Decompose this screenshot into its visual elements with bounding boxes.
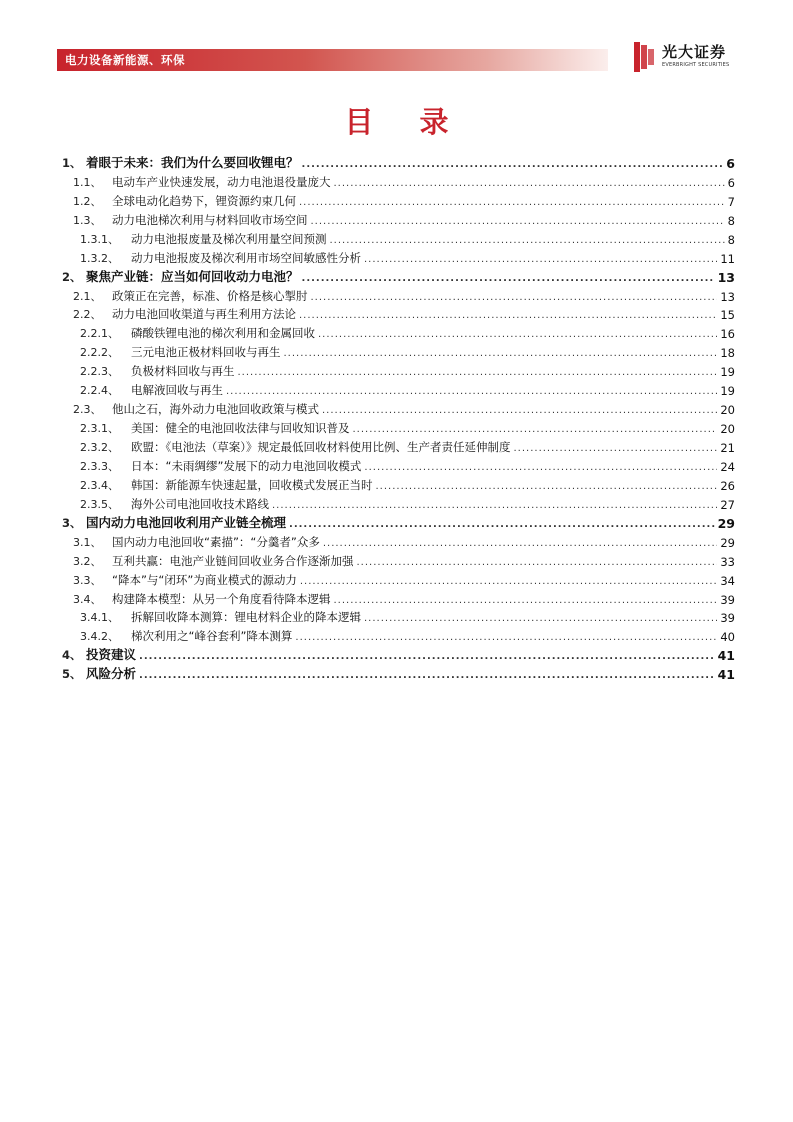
toc-entry-page: 16 [720, 327, 735, 342]
toc-entry-label: 动力电池梯次利用与材料回收市场空间 [112, 212, 308, 227]
toc-leader-dots [311, 292, 718, 304]
toc-entry-page: 6 [726, 155, 735, 171]
toc-entry-label: 国内动力电池回收利用产业链全梳理 [86, 514, 287, 530]
toc-leader-dots [284, 348, 718, 360]
toc-entry-number: 3.4.1、 [80, 611, 119, 625]
toc-entry-page: 7 [727, 194, 735, 209]
toc-entry-label: 动力电池报废量及梯次利用量空间预测 [131, 231, 327, 246]
toc-entry-number: 3.2、 [73, 554, 102, 568]
brand-name: 光大证券 [662, 43, 727, 61]
toc-entry[interactable] [62, 569, 735, 588]
toc-entry-number: 1.2、 [73, 194, 102, 208]
toc-entry-number: 1、 [62, 155, 82, 170]
toc-leader-dots [330, 235, 725, 247]
toc-entry-number: 1.3.1、 [80, 232, 119, 246]
table-of-contents [62, 152, 735, 682]
toc-entry-label: 电解液回收与再生 [131, 383, 223, 398]
toc-entry-number: 3.4、 [73, 592, 102, 606]
toc-leader-dots [514, 443, 718, 455]
toc-entry[interactable] [62, 304, 735, 323]
toc-entry-number: 3.4.2、 [80, 630, 119, 644]
brand-name-en: EVERBRIGHT SECURITIES [662, 62, 730, 68]
toc-entry-page: 40 [720, 630, 735, 645]
toc-entry-number: 4、 [62, 648, 82, 663]
toc-entry-label: 互利共赢：电池产业链间回收业务合作逐渐加强 [112, 553, 354, 568]
toc-entry-page: 20 [720, 403, 735, 418]
brand-logo [634, 40, 744, 74]
toc-entry-label: “降本”与“闭环”为商业模式的源动力 [112, 572, 297, 587]
toc-leader-dots [226, 386, 717, 398]
toc-entry-page: 26 [720, 478, 735, 493]
toc-entry-page: 20 [720, 422, 735, 437]
toc-entry-label: 国内动力电池回收“素描”：“分羹者”众多 [112, 534, 320, 549]
toc-entry-label: 风险分析 [86, 666, 137, 682]
toc-leader-dots [311, 216, 725, 228]
toc-leader-dots [318, 329, 717, 341]
toc-entry-number: 5、 [62, 667, 82, 682]
toc-entry-page: 29 [720, 535, 735, 550]
toc-entry-label: 他山之石，海外动力电池回收政策与模式 [112, 402, 319, 417]
toc-entry-page: 18 [720, 346, 735, 361]
toc-entry-number: 2.3.5、 [80, 497, 119, 511]
toc-entry[interactable] [62, 455, 735, 474]
toc-entry-number: 2.3.1、 [80, 422, 119, 436]
toc-entry[interactable] [62, 663, 735, 682]
toc-leader-dots [334, 178, 725, 190]
toc-entry-page: 39 [720, 611, 735, 626]
toc-entry[interactable] [62, 285, 735, 304]
toc-leader-dots [364, 462, 717, 474]
toc-title: 目 录 [344, 105, 467, 139]
toc-leader-dots [364, 613, 717, 625]
toc-entry-number: 2.2.3、 [80, 365, 119, 379]
toc-entry[interactable] [62, 644, 735, 663]
toc-entry-page: 8 [727, 232, 735, 247]
toc-entry-page: 19 [720, 384, 735, 399]
toc-leader-dots [353, 424, 718, 436]
toc-leader-dots [322, 405, 717, 417]
toc-entry[interactable] [62, 341, 735, 360]
toc-entry-number: 2.3.4、 [80, 478, 119, 492]
toc-entry-number: 2.2.1、 [80, 327, 119, 341]
toc-entry[interactable] [62, 512, 735, 531]
toc-entry[interactable] [62, 247, 735, 266]
toc-entry-label: 三元电池正极材料回收与再生 [131, 345, 281, 360]
toc-leader-dots [334, 595, 718, 607]
toc-entry-number: 1.1、 [73, 175, 102, 189]
toc-leader-dots [139, 670, 715, 682]
toc-leader-dots [272, 500, 717, 512]
toc-entry-label: 动力电池回收渠道与再生利用方法论 [112, 307, 296, 322]
toc-entry-page: 41 [717, 667, 735, 683]
toc-leader-dots [376, 481, 718, 493]
toc-entry-label: 聚焦产业链：应当如何回收动力电池？ [86, 268, 299, 284]
toc-leader-dots [299, 310, 717, 322]
toc-entry[interactable] [62, 171, 735, 190]
toc-entry-label: 磷酸铁锂电池的梯次利用和金属回收 [131, 326, 315, 341]
toc-entry-number: 2.3、 [73, 403, 102, 417]
toc-leader-dots [300, 576, 718, 588]
toc-entry-number: 3.3、 [73, 573, 102, 587]
toc-entry-page: 19 [720, 365, 735, 380]
toc-entry-number: 2.1、 [73, 289, 102, 303]
toc-entry[interactable] [62, 436, 735, 455]
toc-leader-dots [295, 632, 717, 644]
toc-entry[interactable] [62, 266, 735, 285]
toc-entry[interactable] [62, 228, 735, 247]
toc-entry[interactable] [62, 322, 735, 341]
toc-entry-label: 投资建议 [86, 647, 137, 663]
toc-entry[interactable] [62, 607, 735, 626]
toc-entry-number: 1.3.2、 [80, 251, 119, 265]
toc-entry[interactable] [62, 379, 735, 398]
toc-entry-page: 6 [727, 175, 735, 190]
toc-entry-page: 15 [720, 308, 735, 323]
toc-leader-dots [302, 273, 715, 285]
toc-leader-dots [139, 651, 715, 663]
toc-entry[interactable] [62, 625, 735, 644]
toc-entry[interactable] [62, 531, 735, 550]
toc-leader-dots [364, 254, 717, 266]
toc-entry-number: 3.1、 [73, 535, 102, 549]
toc-entry-number: 2.2.4、 [80, 384, 119, 398]
toc-entry-number: 1.3、 [73, 213, 102, 227]
toc-entry-label: 日本：“未雨绸缪”发展下的动力电池回收模式 [131, 458, 362, 473]
toc-entry[interactable] [62, 209, 735, 228]
toc-entry[interactable] [62, 493, 735, 512]
toc-entry[interactable] [62, 550, 735, 569]
section-label: 电力设备新能源、环保 [65, 53, 185, 67]
toc-entry-number: 3、 [62, 515, 82, 530]
toc-entry-label: 拆解回收降本测算：锂电材料企业的降本逻辑 [131, 610, 361, 625]
header-bar [57, 49, 608, 71]
toc-entry-page: 24 [720, 459, 735, 474]
toc-entry-number: 2.3.3、 [80, 459, 119, 473]
toc-entry-page: 34 [720, 573, 735, 588]
toc-entry[interactable] [62, 152, 735, 171]
toc-entry-number: 2.3.2、 [80, 441, 119, 454]
toc-entry-label: 全球电动化趋势下，锂资源约束几何 [112, 193, 296, 208]
toc-entry-number: 2.2、 [73, 308, 102, 322]
everbright-logo-icon [634, 42, 656, 72]
toc-entry-label: 动力电池报废及梯次利用市场空间敏感性分析 [131, 250, 361, 265]
toc-entry[interactable] [62, 417, 735, 436]
toc-entry[interactable] [62, 474, 735, 493]
toc-leader-dots [299, 197, 725, 209]
toc-entry-number: 2、 [62, 269, 82, 284]
toc-entry-label: 电动车产业快速发展，动力电池退役量庞大 [112, 174, 331, 189]
toc-entry-label: 梯次利用之“峰谷套利”降本测算 [131, 629, 293, 644]
toc-entry[interactable] [62, 360, 735, 379]
toc-leader-dots [357, 557, 718, 569]
toc-entry-label: 韩国：新能源车快速起量，回收模式发展正当时 [131, 477, 373, 492]
toc-leader-dots [302, 159, 724, 171]
toc-entry-label: 美国：健全的电池回收法律与回收知识普及 [131, 421, 350, 436]
toc-entry-label: 着眼于未来：我们为什么要回收锂电？ [86, 154, 299, 170]
toc-entry-page: 27 [720, 497, 735, 512]
toc-entry-page: 33 [720, 554, 735, 569]
toc-leader-dots [323, 538, 718, 550]
toc-entry[interactable] [62, 588, 735, 607]
toc-entry-page: 13 [720, 289, 735, 304]
toc-entry-label: 海外公司电池回收技术路线 [131, 496, 269, 511]
toc-entry-page: 39 [720, 592, 735, 607]
toc-entry-label: 构建降本模型：从另一个角度看待降本逻辑 [112, 591, 331, 606]
toc-entry-page: 29 [717, 515, 735, 531]
toc-entry-page: 11 [720, 251, 735, 266]
toc-entry[interactable] [62, 190, 735, 209]
toc-entry-page: 21 [720, 441, 735, 455]
toc-entry-page: 41 [717, 648, 735, 664]
toc-entry-label: 欧盟：《电池法（草案）》规定最低回收材料使用比例、生产者责任延伸制度 [131, 440, 511, 454]
toc-entry-page: 13 [717, 269, 735, 285]
toc-entry-label: 负极材料回收与再生 [131, 364, 235, 379]
toc-leader-dots [289, 519, 715, 531]
toc-entry-page: 8 [727, 213, 735, 228]
toc-leader-dots [238, 367, 718, 379]
toc-entry-number: 2.2.2、 [80, 346, 119, 360]
toc-entry-label: 政策正在完善，标准、价格是核心掣肘 [112, 288, 308, 303]
toc-entry[interactable] [62, 398, 735, 417]
